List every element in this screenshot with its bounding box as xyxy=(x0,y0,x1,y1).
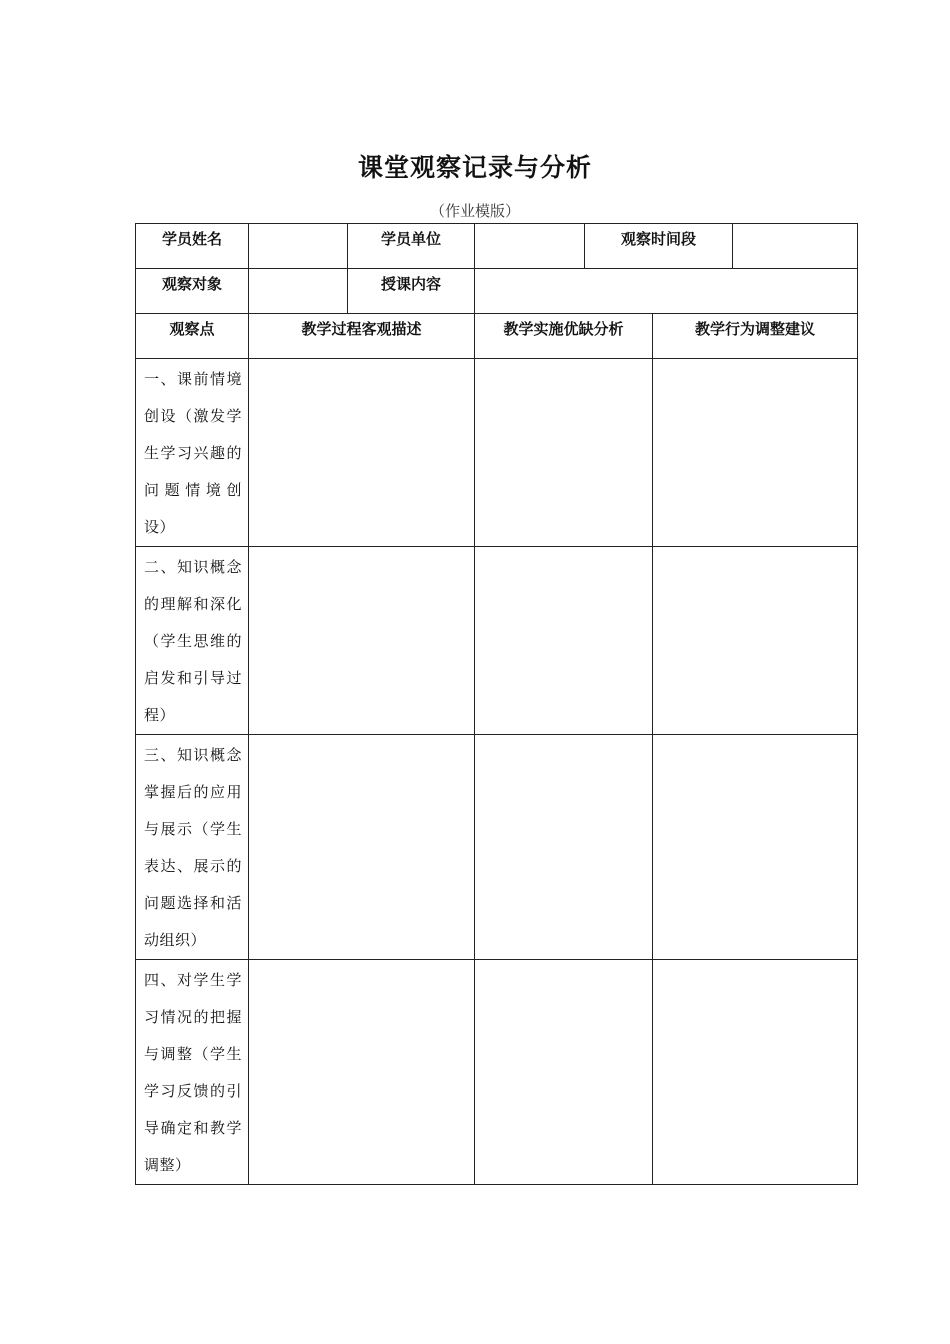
process-description-cell[interactable] xyxy=(249,359,475,547)
content-field[interactable] xyxy=(475,269,858,314)
observation-row-3 xyxy=(136,735,858,960)
observation-point-cell xyxy=(136,359,249,547)
process-description-cell[interactable] xyxy=(249,547,475,735)
page-title: 课堂观察记录与分析 xyxy=(357,153,592,182)
observation-point-text: 四、对学生学习情况的把握与调整（学生学习反馈的引导确定和教学调整） xyxy=(144,971,242,1174)
analysis-cell[interactable] xyxy=(475,735,653,960)
page-subtitle: （作业模版） xyxy=(429,202,520,220)
observation-row-4 xyxy=(136,960,858,1185)
observation-point-text: 一、课前情境创设（激发学生学习兴趣的问题情境创设） xyxy=(144,370,242,536)
process-description-cell[interactable] xyxy=(249,960,475,1185)
student-name-field[interactable] xyxy=(249,224,348,269)
content-label: 授课内容 xyxy=(348,269,475,314)
info-row-2 xyxy=(136,269,858,314)
observation-point-cell xyxy=(136,735,249,960)
observation-point-cell xyxy=(136,960,249,1185)
col-header-analysis: 教学实施优缺分析 xyxy=(475,314,653,359)
suggestion-cell[interactable] xyxy=(653,359,858,547)
observation-form-table xyxy=(135,223,858,1185)
student-name-label: 学员姓名 xyxy=(136,224,249,269)
object-field[interactable] xyxy=(249,269,348,314)
observation-row-1 xyxy=(136,359,858,547)
process-description-cell[interactable] xyxy=(249,735,475,960)
suggestion-cell[interactable] xyxy=(653,547,858,735)
suggestion-cell[interactable] xyxy=(653,735,858,960)
analysis-cell[interactable] xyxy=(475,547,653,735)
time-period-label: 观察时间段 xyxy=(585,224,733,269)
observation-point-cell xyxy=(136,547,249,735)
analysis-cell[interactable] xyxy=(475,359,653,547)
col-header-suggestion: 教学行为调整建议 xyxy=(653,314,858,359)
observation-row-2 xyxy=(136,547,858,735)
column-header-row xyxy=(136,314,858,359)
object-label: 观察对象 xyxy=(136,269,249,314)
info-row-1 xyxy=(136,224,858,269)
col-header-point: 观察点 xyxy=(136,314,249,359)
suggestion-cell[interactable] xyxy=(653,960,858,1185)
student-unit-field[interactable] xyxy=(475,224,585,269)
col-header-process: 教学过程客观描述 xyxy=(249,314,475,359)
analysis-cell[interactable] xyxy=(475,960,653,1185)
student-unit-label: 学员单位 xyxy=(348,224,475,269)
observation-point-text: 二、知识概念的理解和深化（学生思维的启发和引导过程） xyxy=(144,558,242,724)
observation-point-text: 三、知识概念掌握后的应用与展示（学生表达、展示的问题选择和活动组织） xyxy=(144,746,242,949)
time-period-field[interactable] xyxy=(733,224,858,269)
